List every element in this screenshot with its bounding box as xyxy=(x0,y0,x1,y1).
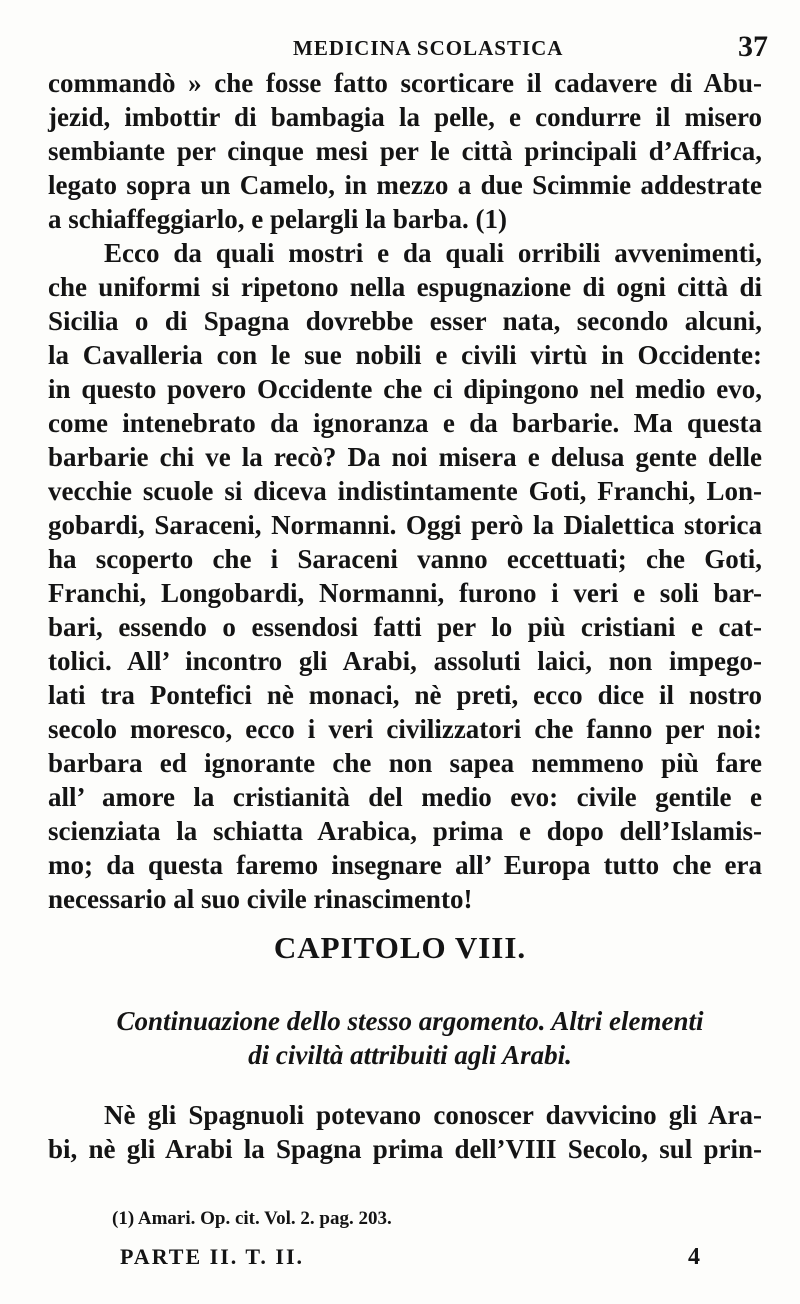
signature-mark: PARTE II. T. II. xyxy=(120,1244,305,1269)
footnote: (1) Amari. Op. cit. Vol. 2. pag. 203. xyxy=(112,1208,392,1229)
text-line: bi, nè gli Arabi la Spagna prima dell’VIII Secolo, sul prin- xyxy=(48,1134,762,1164)
page-header xyxy=(48,30,770,66)
running-head: MEDICINA SCOLASTICA xyxy=(293,36,564,60)
text-line: in questo povero Occidente che ci dipingono nel medio evo, xyxy=(48,374,762,404)
text-line: a schiaffeggiarlo, e pelargli la barba. (1) xyxy=(48,204,507,234)
text-line: commandò » che fosse fatto scorticare il cadavere di Abu- xyxy=(48,68,762,98)
chapter-opening-paragraph xyxy=(48,1098,762,1166)
text-line: jezid, imbottir di bambagia la pelle, e condurre il misero xyxy=(48,102,762,132)
subtitle-line: Continuazione dello stesso argomento. Altri elementi xyxy=(116,1006,704,1036)
signature-number: 4 xyxy=(688,1244,700,1270)
text-line: che uniformi si ripetono nella espugnazione di ogni città di xyxy=(48,272,762,302)
chapter-title: CAPITOLO VIII. xyxy=(273,930,527,965)
text-line: Ecco da quali mostri e da quali orribili avvenimenti, xyxy=(104,238,762,268)
text-line: Sicilia o di Spagna dovrebbe esser nata, secondo alcuni, xyxy=(48,306,762,336)
text-line: gobardi, Saraceni, Normanni. Oggi però la Dialettica storica xyxy=(48,510,762,540)
text-line: legato sopra un Camelo, in mezzo a due Scimmie addestrate xyxy=(48,170,762,200)
text-line: vecchie scuole si diceva indistintamente Goti, Franchi, Lon- xyxy=(48,476,762,506)
body-text xyxy=(48,66,762,916)
text-line: Nè gli Spagnuoli potevano conoscer davvicino gli Ara- xyxy=(104,1100,762,1130)
subtitle-line: di civiltà attribuiti agli Arabi. xyxy=(248,1040,572,1070)
text-line: Franchi, Longobardi, Normanni, furono i veri e soli bar- xyxy=(48,578,762,608)
text-line: sembiante per cinque mesi per le città principali d’Affrica, xyxy=(48,136,762,166)
text-line: necessario al suo civile rinascimento! xyxy=(48,884,473,914)
text-line: ha scoperto che i Saraceni vanno eccettuati; che Goti, xyxy=(48,544,762,574)
text-line: barbara ed ignorante che non sapea nemmeno più fare xyxy=(48,748,762,778)
page-number: 37 xyxy=(738,30,768,63)
text-line: scienziata la schiatta Arabica, prima e dopo dell’Islamis- xyxy=(48,816,762,846)
text-line: come intenebrato da ignoranza e da barbarie. Ma questa xyxy=(48,408,762,438)
text-line: lati tra Pontefici nè monaci, nè preti, ecco dice il nostro xyxy=(48,680,762,710)
chapter-subtitle xyxy=(80,1004,740,1072)
text-line: secolo moresco, ecco i veri civilizzatori che fanno per noi: xyxy=(48,714,762,744)
text-line: barbarie chi ve la recò? Da noi misera e delusa gente delle xyxy=(48,442,762,472)
text-line: all’ amore la cristianità del medio evo: civile gentile e xyxy=(48,782,762,812)
text-line: bari, essendo o essendosi fatti per lo più cristiani e cat- xyxy=(48,612,762,642)
text-line: la Cavalleria con le sue nobili e civili virtù in Occidente: xyxy=(48,340,762,370)
text-line: tolici. All’ incontro gli Arabi, assoluti laici, non impego- xyxy=(48,646,762,676)
text-line: mo; da questa faremo insegnare all’ Europa tutto che era xyxy=(48,850,762,880)
